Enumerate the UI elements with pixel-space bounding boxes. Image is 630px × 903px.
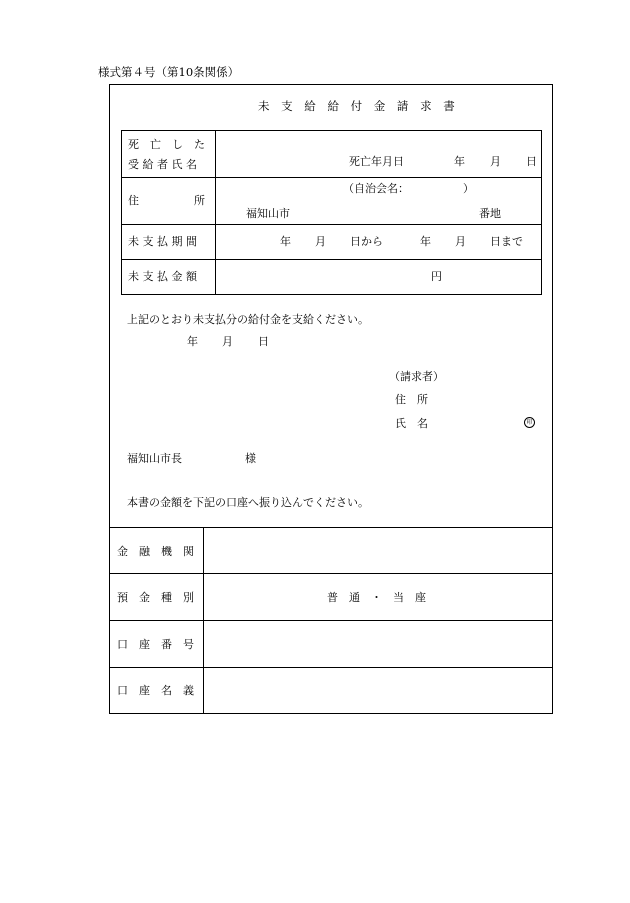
community-label: （自治会名： xyxy=(343,182,409,195)
amount-label: 未 支 払 金 額 xyxy=(128,270,197,283)
deposit-type-value[interactable]: 普 通 ・ 当 座 xyxy=(327,591,426,604)
period-to: 日まで xyxy=(490,235,523,248)
period-month-from: 月 xyxy=(315,235,326,248)
address-city: 福知山市 xyxy=(246,207,290,220)
addressee-name: 福知山市長 xyxy=(127,452,182,465)
community-field[interactable] xyxy=(405,180,463,194)
address-field[interactable] xyxy=(296,204,476,220)
request-date-day: 日 xyxy=(258,335,269,348)
bank-institution-label: 金 融 機 関 xyxy=(117,545,194,558)
period-from: 日から xyxy=(350,235,383,248)
period-month-to: 月 xyxy=(455,235,466,248)
account-number-field[interactable] xyxy=(204,621,552,667)
claimant-name-label: 氏 名 xyxy=(395,417,428,430)
addressee-honorific: 様 xyxy=(245,452,256,465)
address-banchi: 番地 xyxy=(479,207,501,220)
bank-institution-field[interactable] xyxy=(204,528,552,573)
account-number-label: 口 座 番 号 xyxy=(117,638,194,651)
claimant-address-field[interactable] xyxy=(435,390,535,406)
amount-field[interactable] xyxy=(216,262,426,292)
death-year-unit: 年 xyxy=(454,155,465,168)
death-day-unit: 日 xyxy=(526,155,537,168)
claimant-heading: （請求者） xyxy=(389,370,444,383)
deceased-label-line1: 死 亡 し た xyxy=(128,138,205,151)
form-title: 未 支 給 給 付 金 請 求 書 xyxy=(258,99,459,113)
seal-mark-icon: 印 xyxy=(524,417,535,428)
outer-frame-top xyxy=(109,84,553,85)
amount-yen: 円 xyxy=(431,270,442,283)
outer-frame-bottom xyxy=(109,713,553,714)
claimant-name-field[interactable] xyxy=(435,414,519,430)
deceased-label-line2: 受 給 者 氏 名 xyxy=(128,158,197,171)
account-holder-label: 口 座 名 義 xyxy=(117,684,194,697)
transfer-text: 本書の金額を下記の口座へ振り込んでください。 xyxy=(127,496,369,509)
claimant-address-label: 住 所 xyxy=(395,393,428,406)
period-year-from: 年 xyxy=(280,235,291,248)
period-label: 未 支 払 期 間 xyxy=(128,235,197,248)
death-month-unit: 月 xyxy=(490,155,501,168)
account-holder-field[interactable] xyxy=(204,668,552,713)
community-close: ） xyxy=(463,182,474,195)
request-text: 上記のとおり未支払分の給付金を支給ください。 xyxy=(127,313,369,326)
request-date-year: 年 xyxy=(187,335,198,348)
death-date-label: 死亡年月日 xyxy=(349,155,404,168)
deposit-type-label: 預 金 種 別 xyxy=(117,591,194,604)
request-date-month: 月 xyxy=(222,335,233,348)
period-year-to: 年 xyxy=(420,235,431,248)
deceased-name-field[interactable] xyxy=(216,131,540,151)
form-number: 様式第４号（第10条関係） xyxy=(98,65,240,79)
address-label: 住 所 xyxy=(128,194,205,207)
